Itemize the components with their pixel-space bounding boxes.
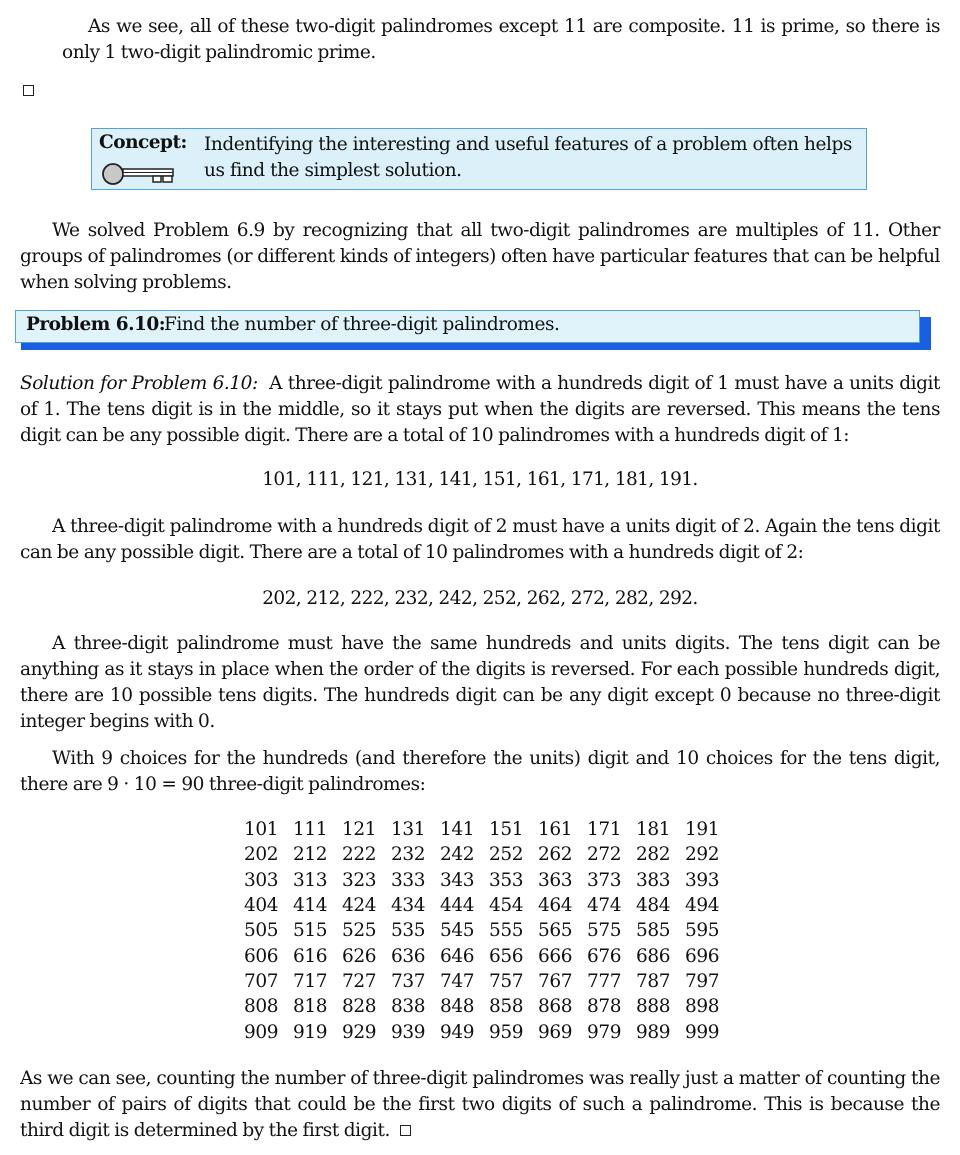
- table-cell: 737: [391, 970, 426, 992]
- table-cell: 888: [636, 996, 671, 1018]
- table-cell: 202: [244, 844, 279, 866]
- table-cell: 353: [489, 869, 524, 891]
- table-row: [244, 893, 725, 918]
- conclusion-paragraph: [20, 1066, 940, 1144]
- table-cell: 191: [685, 819, 720, 841]
- table-cell: 363: [538, 869, 573, 891]
- table-cell: 373: [587, 869, 622, 891]
- table-cell: 777: [587, 970, 622, 992]
- table-cell: 818: [293, 996, 328, 1018]
- table-cell: 979: [587, 1021, 622, 1043]
- concept-text: Indentifying the interesting and useful features of a problem often helps us find the simplest solution.: [204, 134, 852, 181]
- solution-paragraph-2: [20, 514, 940, 566]
- table-cell: 909: [244, 1021, 279, 1043]
- table-cell: 717: [293, 970, 328, 992]
- table-cell: 252: [489, 844, 524, 866]
- table-cell: 676: [587, 945, 622, 967]
- table-cell: 666: [538, 945, 573, 967]
- table-cell: 606: [244, 945, 279, 967]
- table-cell: 383: [636, 869, 671, 891]
- problem-box-panel: [15, 310, 920, 343]
- palindrome-list-1: 101, 111, 121, 131, 141, 151, 161, 171, 181, 191.: [262, 469, 698, 490]
- problem-box: [15, 310, 931, 350]
- table-cell: 151: [489, 819, 524, 841]
- table-cell: 464: [538, 895, 573, 917]
- table-cell: 282: [636, 844, 671, 866]
- table-cell: 787: [636, 970, 671, 992]
- transition-paragraph: [20, 218, 940, 296]
- table-cell: 444: [440, 895, 475, 917]
- table-cell: 929: [342, 1021, 377, 1043]
- intro-paragraph: [62, 14, 940, 66]
- table-cell: 636: [391, 945, 426, 967]
- table-row: [244, 1019, 725, 1044]
- table-cell: 141: [440, 819, 475, 841]
- table-row: [244, 943, 725, 968]
- qed-square-icon: [400, 1125, 411, 1136]
- table-cell: 595: [685, 920, 720, 942]
- table-cell: 555: [489, 920, 524, 942]
- table-cell: 686: [636, 945, 671, 967]
- table-cell: 414: [293, 895, 328, 917]
- table-cell: 424: [342, 895, 377, 917]
- solution-paragraph-1: [20, 371, 940, 449]
- table-cell: 747: [440, 970, 475, 992]
- solution-para3-text: A three-digit palindrome must have the same hundreds and units digits. The tens digit can be anything as it stays in place when the order of the digits is reversed. For each possible hundreds digit, there are 10 possible tens digits. The hundreds digit can be any digit except 0 because no three-digit integer begins with 0.: [20, 633, 940, 732]
- table-row: [244, 969, 725, 994]
- table-cell: 242: [440, 844, 475, 866]
- table-cell: 969: [538, 1021, 573, 1043]
- table-cell: 474: [587, 895, 622, 917]
- table-cell: 505: [244, 920, 279, 942]
- table-cell: 272: [587, 844, 622, 866]
- table-cell: 434: [391, 895, 426, 917]
- table-cell: 878: [587, 996, 622, 1018]
- table-cell: 515: [293, 920, 328, 942]
- solution-para2-text: A three-digit palindrome with a hundreds digit of 2 must have a units digit of 2. Again the tens digit can be any possible digit. There are a total of 10 palindromes with a hundreds digit of 2:: [20, 516, 940, 563]
- table-cell: 494: [685, 895, 720, 917]
- table-cell: 797: [685, 970, 720, 992]
- table-cell: 919: [293, 1021, 328, 1043]
- key-icon: [101, 162, 175, 186]
- table-cell: 121: [342, 819, 377, 841]
- table-cell: 939: [391, 1021, 426, 1043]
- concept-label: Concept:: [99, 132, 187, 153]
- table-cell: 212: [293, 844, 328, 866]
- table-row: [244, 918, 725, 943]
- table-cell: 525: [342, 920, 377, 942]
- table-cell: 333: [391, 869, 426, 891]
- transition-text: We solved Problem 6.9 by recognizing that all two-digit palindromes are multiples of 11. Other groups of palindromes (or different kinds of integers) often have particular features that can be helpful when solving problems.: [20, 220, 940, 293]
- table-cell: 989: [636, 1021, 671, 1043]
- palindrome-table: [244, 817, 725, 1045]
- table-cell: 808: [244, 996, 279, 1018]
- table-cell: 575: [587, 920, 622, 942]
- table-cell: 313: [293, 869, 328, 891]
- table-row: [244, 842, 725, 867]
- table-cell: 959: [489, 1021, 524, 1043]
- table-cell: 101: [244, 819, 279, 841]
- table-cell: 565: [538, 920, 573, 942]
- solution-heading: Solution for Problem 6.10:: [20, 373, 258, 394]
- table-cell: 828: [342, 996, 377, 1018]
- table-cell: 545: [440, 920, 475, 942]
- table-cell: 838: [391, 996, 426, 1018]
- solution-paragraph-3: [20, 631, 940, 735]
- table-cell: 454: [489, 895, 524, 917]
- conclusion-text: As we can see, counting the number of three-digit palindromes was really just a matter of counting the number of pairs of digits that could be the first two digits of such a palindrome. This is because the third digit is determined by the first digit.: [20, 1068, 940, 1141]
- qed-square-icon: [23, 85, 34, 96]
- table-cell: 696: [685, 945, 720, 967]
- table-cell: 999: [685, 1021, 720, 1043]
- table-cell: 171: [587, 819, 622, 841]
- table-cell: 868: [538, 996, 573, 1018]
- table-cell: 131: [391, 819, 426, 841]
- table-cell: 616: [293, 945, 328, 967]
- table-cell: 303: [244, 869, 279, 891]
- table-cell: 767: [538, 970, 573, 992]
- table-cell: 585: [636, 920, 671, 942]
- table-cell: 757: [489, 970, 524, 992]
- table-cell: 343: [440, 869, 475, 891]
- concept-box: [91, 128, 867, 190]
- problem-label: Problem 6.10:: [26, 314, 166, 335]
- problem-text: Find the number of three-digit palindromes.: [164, 314, 560, 335]
- table-cell: 292: [685, 844, 720, 866]
- table-cell: 656: [489, 945, 524, 967]
- table-row: [244, 868, 725, 893]
- table-cell: 232: [391, 844, 426, 866]
- table-cell: 484: [636, 895, 671, 917]
- palindrome-list-2: 202, 212, 222, 232, 242, 252, 262, 272, 282, 292.: [262, 588, 698, 609]
- table-cell: 393: [685, 869, 720, 891]
- intro-text: As we see, all of these two-digit palindromes except 11 are composite. 11 is prime, so there is only 1 two-digit palindromic prime.: [62, 16, 940, 63]
- table-cell: 858: [489, 996, 524, 1018]
- table-cell: 898: [685, 996, 720, 1018]
- table-cell: 161: [538, 819, 573, 841]
- table-cell: 626: [342, 945, 377, 967]
- solution-para1-text: A three-digit palindrome with a hundreds digit of 1 must have a units digit of 1. The tens digit is in the middle, so it stays put when the digits are reversed. This means the tens digit can be any possible digit. There are a total of 10 palindromes with a hundreds digit of 1:: [20, 373, 940, 446]
- table-cell: 404: [244, 895, 279, 917]
- table-cell: 323: [342, 869, 377, 891]
- table-cell: 848: [440, 996, 475, 1018]
- table-cell: 727: [342, 970, 377, 992]
- table-row: [244, 994, 725, 1019]
- table-cell: 949: [440, 1021, 475, 1043]
- solution-para4-text: With 9 choices for the hundreds (and therefore the units) digit and 10 choices for the tens digit, there are 9 · 10 = 90 three-digit palindromes:: [20, 748, 940, 795]
- table-cell: 535: [391, 920, 426, 942]
- table-cell: 222: [342, 844, 377, 866]
- table-row: [244, 817, 725, 842]
- table-cell: 646: [440, 945, 475, 967]
- solution-paragraph-4: [20, 746, 940, 798]
- table-cell: 181: [636, 819, 671, 841]
- table-cell: 707: [244, 970, 279, 992]
- table-cell: 111: [293, 819, 328, 841]
- table-cell: 262: [538, 844, 573, 866]
